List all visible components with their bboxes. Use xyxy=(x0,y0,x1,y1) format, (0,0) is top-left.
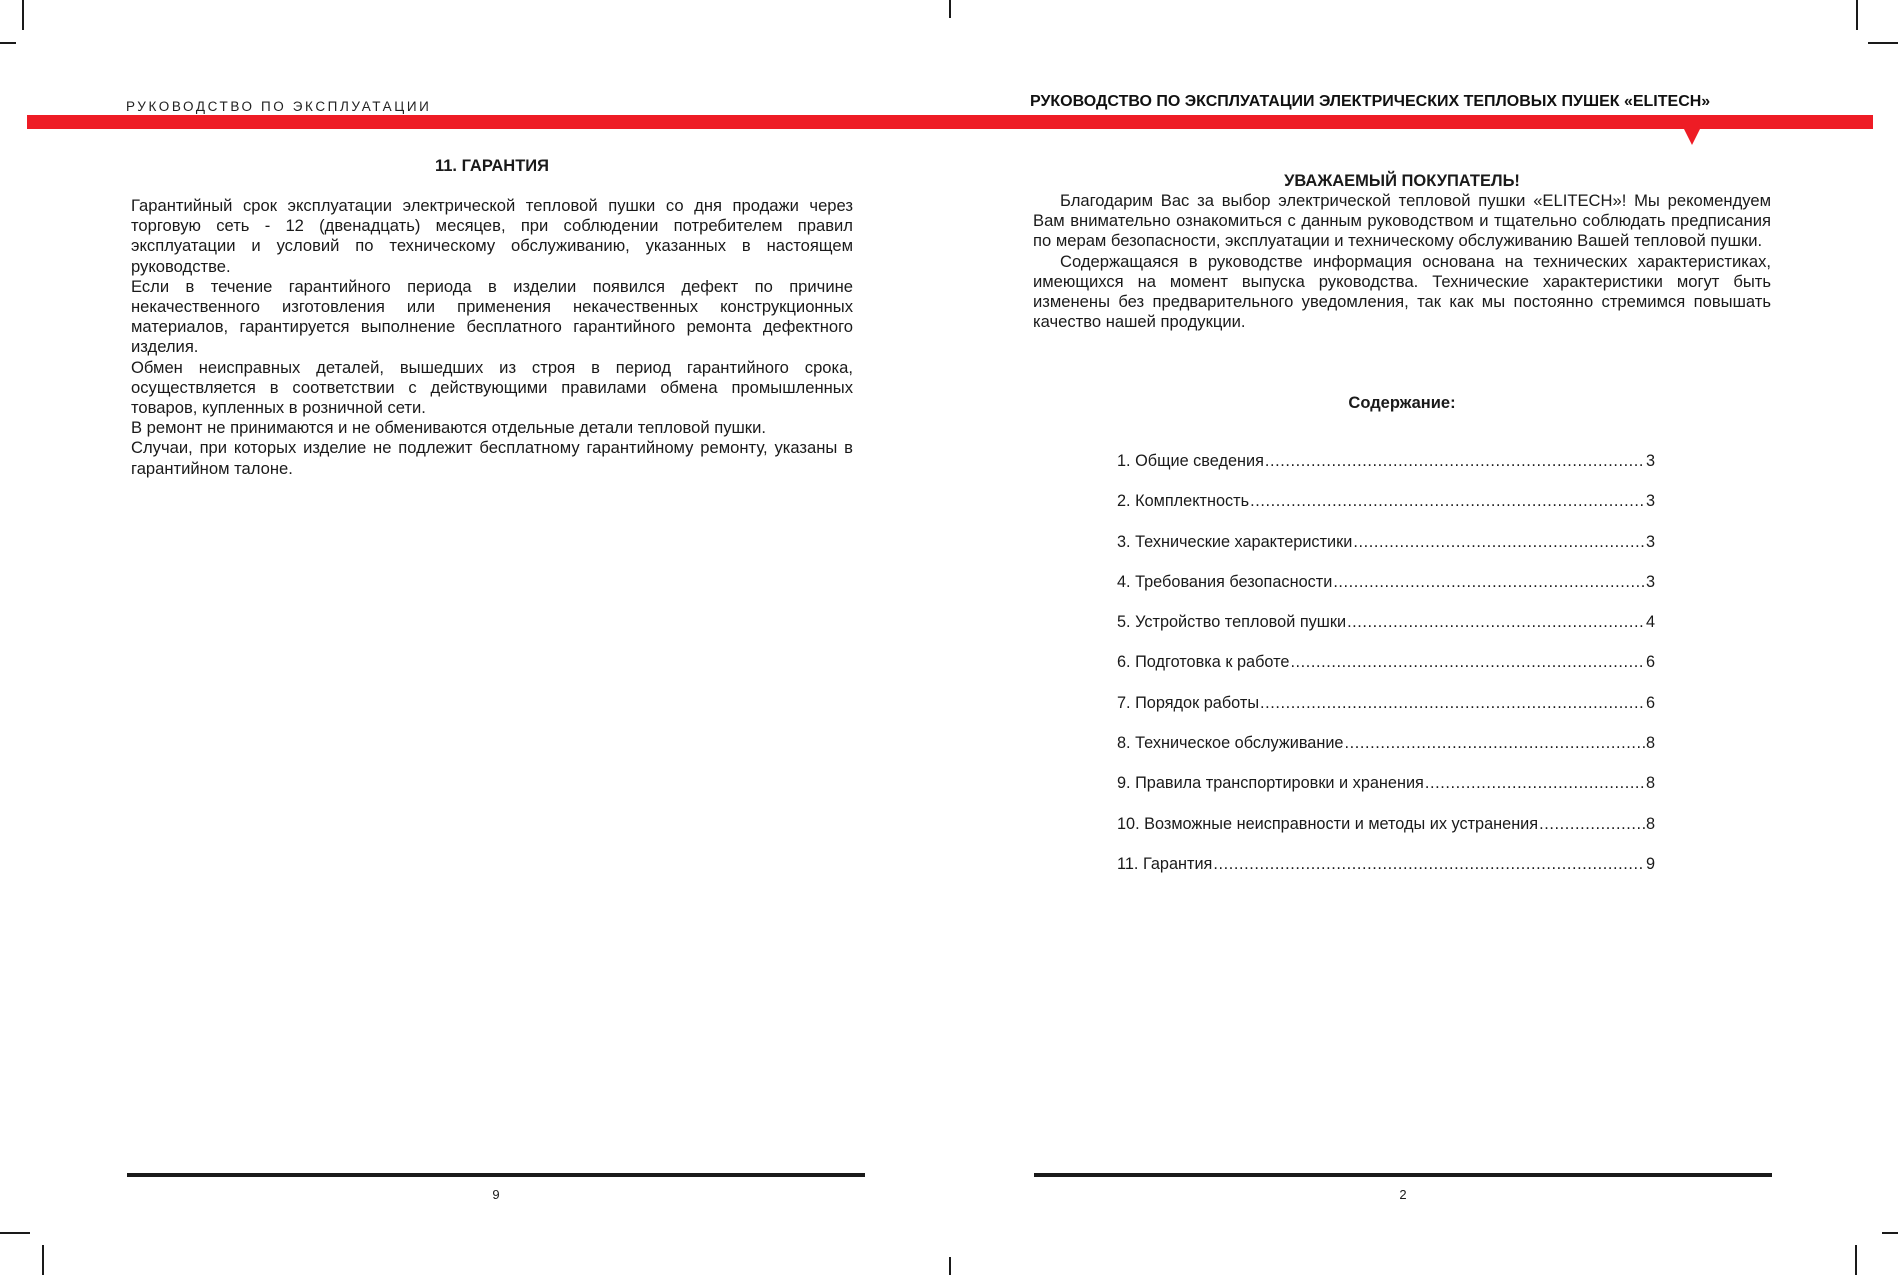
crop-mark xyxy=(1882,1232,1898,1234)
toc-item[interactable] xyxy=(1117,855,1655,895)
toc-item-label: 8. Техническое обслуживание xyxy=(1117,734,1344,753)
section-title-warranty: 11. ГАРАНТИЯ xyxy=(434,157,550,175)
toc-leader-dots xyxy=(1344,734,1644,753)
toc-item-page: 3 xyxy=(1645,532,1655,551)
toc-leader-dots xyxy=(1347,613,1645,632)
toc-leader-dots xyxy=(1213,855,1645,874)
warranty-paragraph: В ремонт не принимаются и не обмениваются отдельные детали тепловой пушки. xyxy=(131,418,766,438)
toc-item[interactable] xyxy=(1117,774,1655,814)
greeting-title: УВАЖАЕМЫЙ ПОКУПАТЕЛЬ! xyxy=(1284,172,1520,190)
toc-item-label: 5. Устройство тепловой пушки xyxy=(1117,613,1347,632)
toc-item-page: 3 xyxy=(1645,452,1655,470)
toc-item[interactable] xyxy=(1117,613,1655,653)
table-of-contents xyxy=(1117,452,1655,895)
toc-item-label: 4. Требования безопасности xyxy=(1117,572,1333,591)
header-chevron-icon xyxy=(1677,115,1707,145)
toc-item-label: 7. Порядок работы xyxy=(1117,693,1260,712)
toc-item-page: 8 xyxy=(1645,734,1655,753)
footer-rule-right xyxy=(1034,1173,1772,1177)
warranty-paragraph: Гарантийный срок эксплуатации электрической тепловой пушки со дня продажи через торговую сеть - 12 (двенадцать) месяцев, при соблюдении потребителем правил эксплуатации и условий по техническому обслуживанию, указанных в настоящем руководстве. xyxy=(131,196,853,276)
toc-item-label: 11. Гарантия xyxy=(1117,854,1213,873)
toc-item-label: 3. Технические характеристики xyxy=(1117,532,1353,551)
crop-mark xyxy=(22,0,24,30)
crop-mark xyxy=(949,0,951,18)
toc-item-label: 6. Подготовка к работе xyxy=(1117,653,1290,672)
crop-mark xyxy=(949,1257,951,1275)
toc-item[interactable] xyxy=(1117,694,1655,734)
toc-leader-dots xyxy=(1539,815,1645,834)
crop-mark xyxy=(1856,0,1858,30)
warranty-paragraph: Случаи, при которых изделие не подлежит бесплатному гарантийному ремонту, указаны в гарантийном талоне. xyxy=(131,438,853,478)
crop-mark xyxy=(42,1245,44,1275)
toc-title: Содержание: xyxy=(1348,394,1456,412)
page-number-right: 2 xyxy=(1399,1187,1407,1202)
header-red-bar-right xyxy=(949,115,1873,129)
crop-mark xyxy=(0,42,16,44)
toc-item-page: 8 xyxy=(1645,814,1655,833)
toc-item[interactable] xyxy=(1117,573,1655,613)
toc-leader-dots xyxy=(1333,573,1645,592)
footer-rule-left xyxy=(127,1173,865,1177)
toc-item-page: 3 xyxy=(1645,572,1655,591)
toc-item[interactable] xyxy=(1117,492,1655,532)
toc-item-label: 1. Общие сведения xyxy=(1117,452,1264,470)
header-red-bar-left xyxy=(27,115,950,129)
toc-leader-dots xyxy=(1260,694,1645,713)
toc-item[interactable] xyxy=(1117,734,1655,774)
intro-paragraph: Содержащаяся в руководстве информация основана на технических характеристиках, имеющихся на момент выпуска руководства. Технические характеристики могут быть изменены без предварительного уведомления, так как мы постоянно стремимся повышать качество нашей продукции. xyxy=(1033,251,1771,332)
toc-item-label: 9. Правила транспортировки и хранения xyxy=(1117,774,1424,793)
toc-leader-dots xyxy=(1290,653,1645,672)
running-header-right: РУКОВОДСТВО ПО ЭКСПЛУАТАЦИИ ЭЛЕКТРИЧЕСКИХ ТЕПЛОВЫХ ПУШЕК «ELITECH» xyxy=(1030,93,1711,110)
intro-paragraph: Благодарим Вас за выбор электрической тепловой пушки «ELITECH»! Мы рекомендуем Вам внимательно ознакомиться с данным руководством и тщательно соблюдать предписания по мерам безопасности, эксплуатации и техническому обслуживанию Вашей тепловой пушки. xyxy=(1033,191,1771,251)
toc-item-label: 10. Возможные неисправности и методы их устранения xyxy=(1117,814,1539,833)
toc-item-page: 8 xyxy=(1645,774,1655,793)
crop-mark xyxy=(0,1232,30,1234)
toc-leader-dots xyxy=(1425,774,1645,793)
toc-item[interactable] xyxy=(1117,452,1655,492)
toc-item[interactable] xyxy=(1117,533,1655,573)
warranty-text xyxy=(131,196,853,479)
toc-item-page: 6 xyxy=(1645,693,1655,712)
toc-item-page: 9 xyxy=(1645,854,1655,873)
page-number-left: 9 xyxy=(492,1187,500,1202)
warranty-paragraph: Если в течение гарантийного периода в изделии появился дефект по причине некачественного изготовления или применения некачественных конструкционных материалов, гарантируется выполнение бесплатного гарантийного ремонта дефектного изделия. xyxy=(131,276,853,357)
toc-item[interactable] xyxy=(1117,653,1655,693)
crop-mark xyxy=(1855,1245,1857,1275)
toc-item-page: 4 xyxy=(1645,613,1655,632)
toc-item[interactable] xyxy=(1117,815,1655,855)
running-header-left: РУКОВОДСТВО ПО ЭКСПЛУАТАЦИИ xyxy=(126,99,432,114)
toc-item-page: 3 xyxy=(1645,492,1655,511)
toc-leader-dots xyxy=(1250,492,1645,511)
toc-leader-dots xyxy=(1265,452,1645,471)
warranty-paragraph: Обмен неисправных деталей, вышедших из строя в период гарантийного срока, осуществляется в соответствии с действующими правилами обмена промышленных товаров, купленных в розничной сети. xyxy=(131,357,853,418)
toc-item-label: 2. Комплектность xyxy=(1117,492,1250,511)
intro-text xyxy=(1033,191,1771,332)
crop-mark xyxy=(1868,42,1898,44)
toc-leader-dots xyxy=(1353,533,1645,552)
toc-item-page: 6 xyxy=(1645,653,1655,672)
